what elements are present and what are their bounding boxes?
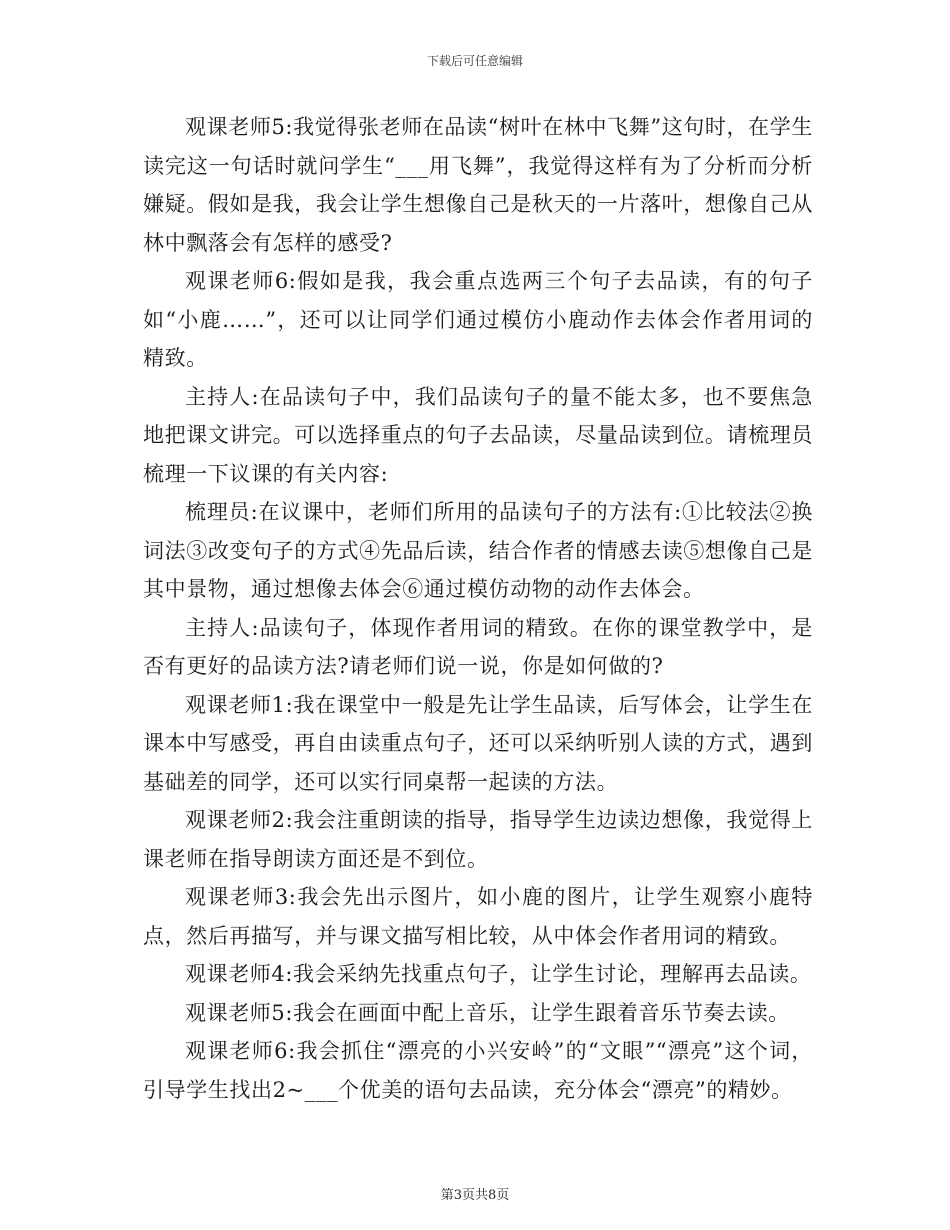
paragraph-organizer-summary: 梳理员:在议课中，老师们所用的品读句子的方法有:①比较法②换词法③改变句子的方式④先品后读，结合作者的情感去读⑤想像自己是其中景物，通过想像去体会⑥通过模仿动物的动作去体会。	[143, 500, 813, 601]
paragraph-observer-1-method: 观课老师1:我在课堂中一般是先让学生品读，后写体会，让学生在课本中写感受，再自由读重点句子，还可以采纳听别人读的方式，遇到基础差的同学，还可以实行同桌帮一起读的方法。	[143, 692, 813, 794]
page-header: 下载后可任意编辑	[426, 54, 523, 68]
paragraph-observer-6-method: 观课老师6:我会抓住“漂亮的小兴安岭”的“文眼”“漂亮”这个词，引导学生找出2~___个优美的语句去品读，充分体会“漂亮”的精妙。	[143, 1039, 813, 1102]
paragraph-observer-5-method: 观课老师5:我会在画面中配上音乐，让学生跟着音乐节奏去读。	[185, 1000, 790, 1025]
paragraph-observer-2-method: 观课老师2:我会注重朗读的指导，指导学生边读边想像，我觉得上课老师在指导朗读方面还是不到位。	[143, 808, 813, 871]
document-body	[143, 108, 813, 1109]
paragraph-observer-6-feedback: 观课老师6:假如是我，我会重点选两三个句子去品读，有的句子如“小鹿……”，还可以让同学们通过模仿小鹿动作去体会作者用词的精致。	[143, 269, 813, 370]
paragraph-host-request: 主持人:在品读句子中，我们品读句子的量不能太多，也不要焦急地把课文讲完。可以选择重点的句子去品读，尽量品读到位。请梳理员梳理一下议课的有关内容:	[143, 384, 813, 486]
page-number: 第3页共8页	[440, 1188, 510, 1203]
paragraph-observer-5-feedback: 观课老师5:我觉得张老师在品读“树叶在林中飞舞”这句时，在学生读完这一句话时就问学生“___用飞舞”，我觉得这样有为了分析而分析嫌疑。假如是我，我会让学生想像自己是秋天的一片落叶，想像自己从林中飘落会有怎样的感受?	[143, 115, 813, 255]
paragraph-observer-4-method: 观课老师4:我会采纳先找重点句子，让学生讨论，理解再去品读。	[185, 962, 812, 986]
paragraph-observer-3-method: 观课老师3:我会先出示图片，如小鹿的图片，让学生观察小鹿特点，然后再描写，并与课文描写相比较，从中体会作者用词的精致。	[143, 885, 813, 948]
paragraph-host-question: 主持人:品读句子，体现作者用词的精致。在你的课堂教学中，是否有更好的品读方法?请老师们说一说，你是如何做的?	[143, 615, 813, 678]
